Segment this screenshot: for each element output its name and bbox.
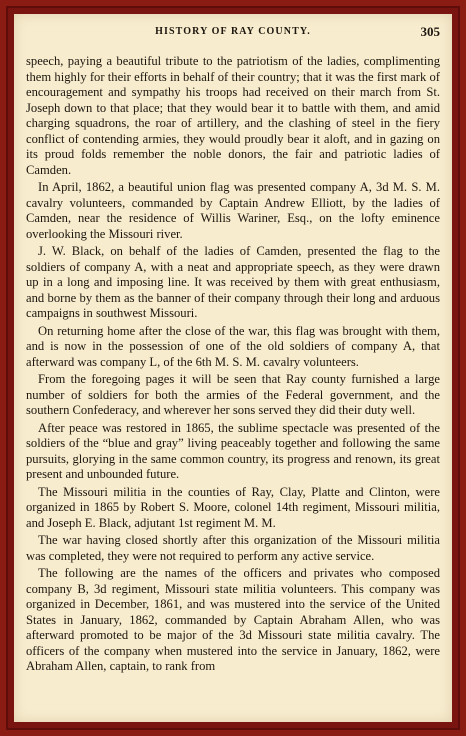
running-head: HISTORY OF RAY COUNTY. — [155, 26, 311, 37]
paragraph-war-closed: The war having closed shortly after this organization of the Missouri militia was completed, they were not required to perform any active service. — [26, 533, 440, 563]
page-number: 305 — [420, 24, 440, 39]
body-text — [26, 54, 440, 716]
paragraph-black-speech: J. W. Black, on behalf of the ladies of Camden, presented the flag to the soldiers of company A, with a neat and appropriate speech, as they were drawn up in a long and imposing line. It was received by them with great enthusiasm, and borne by them as the banner of their company through their long and arduous campaigns in southwest Missouri. — [26, 244, 440, 320]
paragraph-foregoing-pages: From the foregoing pages it will be seen that Ray county furnished a large number of soldiers for both the armies of the Federal government, and the southern Confederacy, and wherever her sons served they did their duty well. — [26, 372, 440, 417]
paragraph-returning-home: On returning home after the close of the war, this flag was brought with them, and is now in the possession of one of the old soldiers of company A, that afterward was company L, of the 6th M. S. M. cavalry volunteers. — [26, 323, 440, 369]
book-page — [14, 14, 452, 722]
paragraph-peace-restored: After peace was restored in 1865, the sublime spectacle was presented of the soldiers of the “blue and gray” living peaceably together and following the same pursuits, glorying in the same common country, its progress and renown, its great present and unbounded future. — [26, 420, 440, 481]
page-header — [14, 26, 452, 42]
paragraph-company-b: The following are the names of the officers and privates who composed company B, 3d regiment, Missouri state militia volunteers. This company was organized in December, 1861, and was mustered into the service of the United States in January, 1862, commanded by Captain Abraham Allen, who was afterward promoted to be major of the 3d Missouri state militia cavalry. The officers of the company when mustered into the service in January, 1862, were Abraham Allen, captain, to rank from — [26, 566, 440, 673]
paragraph-missouri-militia: The Missouri militia in the counties of Ray, Clay, Platte and Clinton, were organized in 1865 by Robert S. Moore, colonel 14th regiment, Missouri militia, and Joseph E. Black, adjutant 1st regiment M. M. — [26, 484, 440, 530]
paragraph-continuation: speech, paying a beautiful tribute to the patriotism of the ladies, complimenting them highly for their efforts in behalf of their country; that it was the first mark of encouragement and sympathy his troops had received on their march from St. Joseph down to that place; that they would bear it to battle with them, and amid charging squadrons, the roar of artillery, and the clashing of steel in the fiery conflict of contending armies, they would proudly bear it aloft, and in gazing on its proud folds remember the noble donors, the fair and patriotic ladies of Camden. — [26, 54, 440, 177]
paragraph-flag-presentation: In April, 1862, a beautiful union flag was presented company A, 3d M. S. M. cavalry volunteers, commanded by Captain Andrew Elliott, by the ladies of Camden, near the residence of Willis Wariner, Esq., on the lofty eminence overlooking the Missouri river. — [26, 180, 440, 241]
